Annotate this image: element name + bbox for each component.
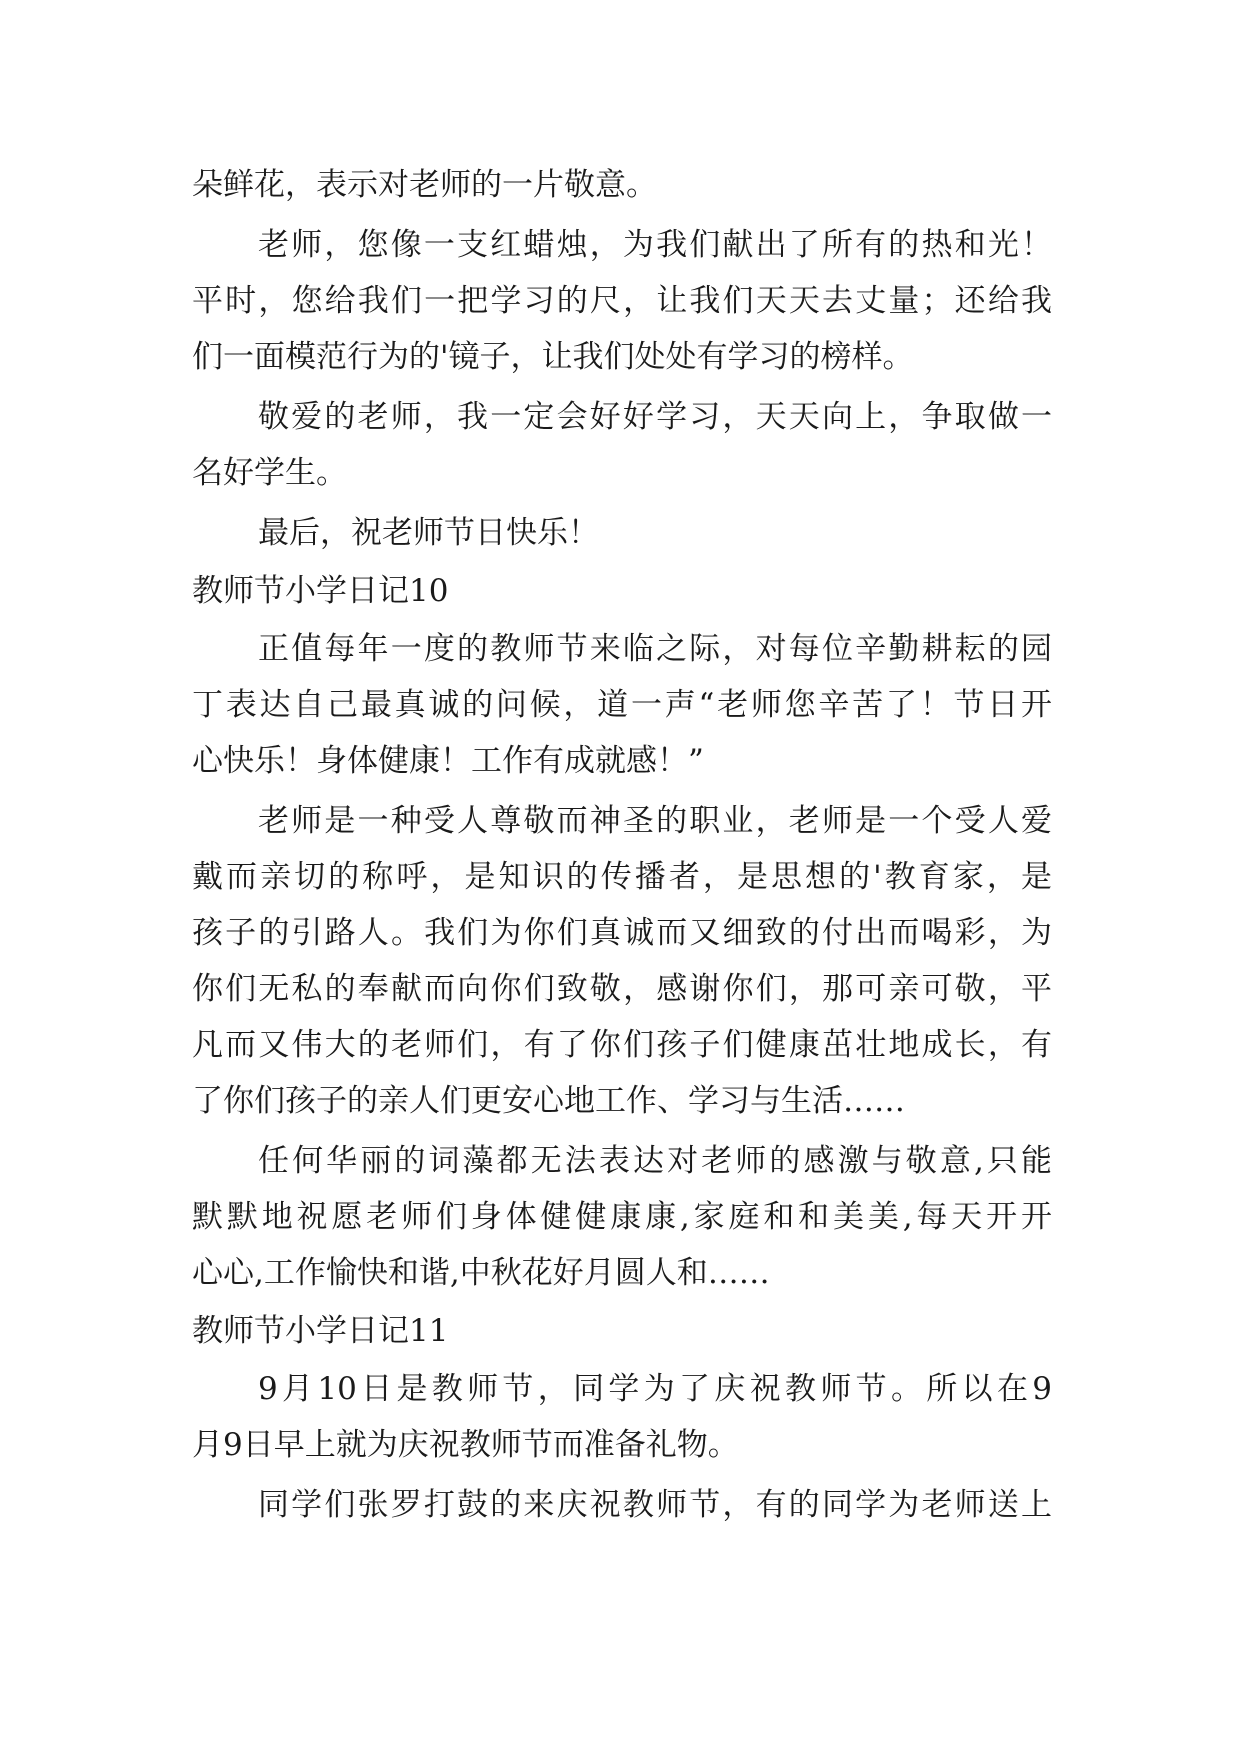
text-line: 心心,工作愉快和谐,中秋花好月圆人和…… bbox=[192, 1255, 770, 1291]
text-line: 孩子的引路人。我们为你们真诚而又细致的付出而喝彩，为 bbox=[192, 915, 1052, 951]
text-line: 敬爱的老师，我一定会好好学习，天天向上，争取做一 bbox=[258, 399, 1052, 435]
text-line: 月9日早上就为庆祝教师节而准备礼物。 bbox=[192, 1427, 739, 1463]
text-line: 最后，祝老师节日快乐！ bbox=[258, 515, 599, 551]
text-line: 老师，您像一支红蜡烛，为我们献出了所有的热和光！ bbox=[258, 227, 1052, 263]
text-line: 名好学生。 bbox=[192, 455, 347, 491]
text-line: 9月10日是教师节，同学为了庆祝教师节。所以在9 bbox=[258, 1371, 1052, 1407]
text-line: 你们无私的奉献而向你们致敬，感谢你们，那可亲可敬，平 bbox=[192, 971, 1052, 1007]
text-line: 了你们孩子的亲人们更安心地工作、学习与生活…… bbox=[192, 1083, 905, 1119]
text-line: 心快乐！身体健康！工作有成就感！” bbox=[192, 743, 704, 779]
section-heading: 教师节小学日记10 bbox=[192, 573, 449, 609]
text-line: 朵鲜花，表示对老师的一片敬意。 bbox=[192, 167, 657, 203]
text-line: 同学们张罗打鼓的来庆祝教师节，有的同学为老师送上 bbox=[258, 1487, 1052, 1523]
text-line: 凡而又伟大的老师们，有了你们孩子们健康茁壮地成长，有 bbox=[192, 1027, 1052, 1063]
text-line: 正值每年一度的教师节来临之际，对每位辛勤耕耘的园 bbox=[258, 631, 1052, 667]
text-line: 任何华丽的词藻都无法表达对老师的感激与敬意,只能 bbox=[258, 1143, 1052, 1179]
text-line: 默默地祝愿老师们身体健健康康,家庭和和美美,每天开开 bbox=[192, 1199, 1052, 1235]
text-line: 丁表达自己最真诚的问候，道一声“老师您辛苦了！节日开 bbox=[192, 687, 1052, 723]
text-line: 戴而亲切的称呼，是知识的传播者，是思想的'教育家，是 bbox=[192, 859, 1052, 895]
section-heading: 教师节小学日记11 bbox=[192, 1313, 449, 1349]
text-line: 们一面模范行为的'镜子，让我们处处有学习的榜样。 bbox=[192, 339, 914, 375]
text-line: 平时，您给我们一把学习的尺，让我们天天去丈量；还给我 bbox=[192, 283, 1052, 319]
text-line: 老师是一种受人尊敬而神圣的职业，老师是一个受人爱 bbox=[258, 803, 1052, 839]
